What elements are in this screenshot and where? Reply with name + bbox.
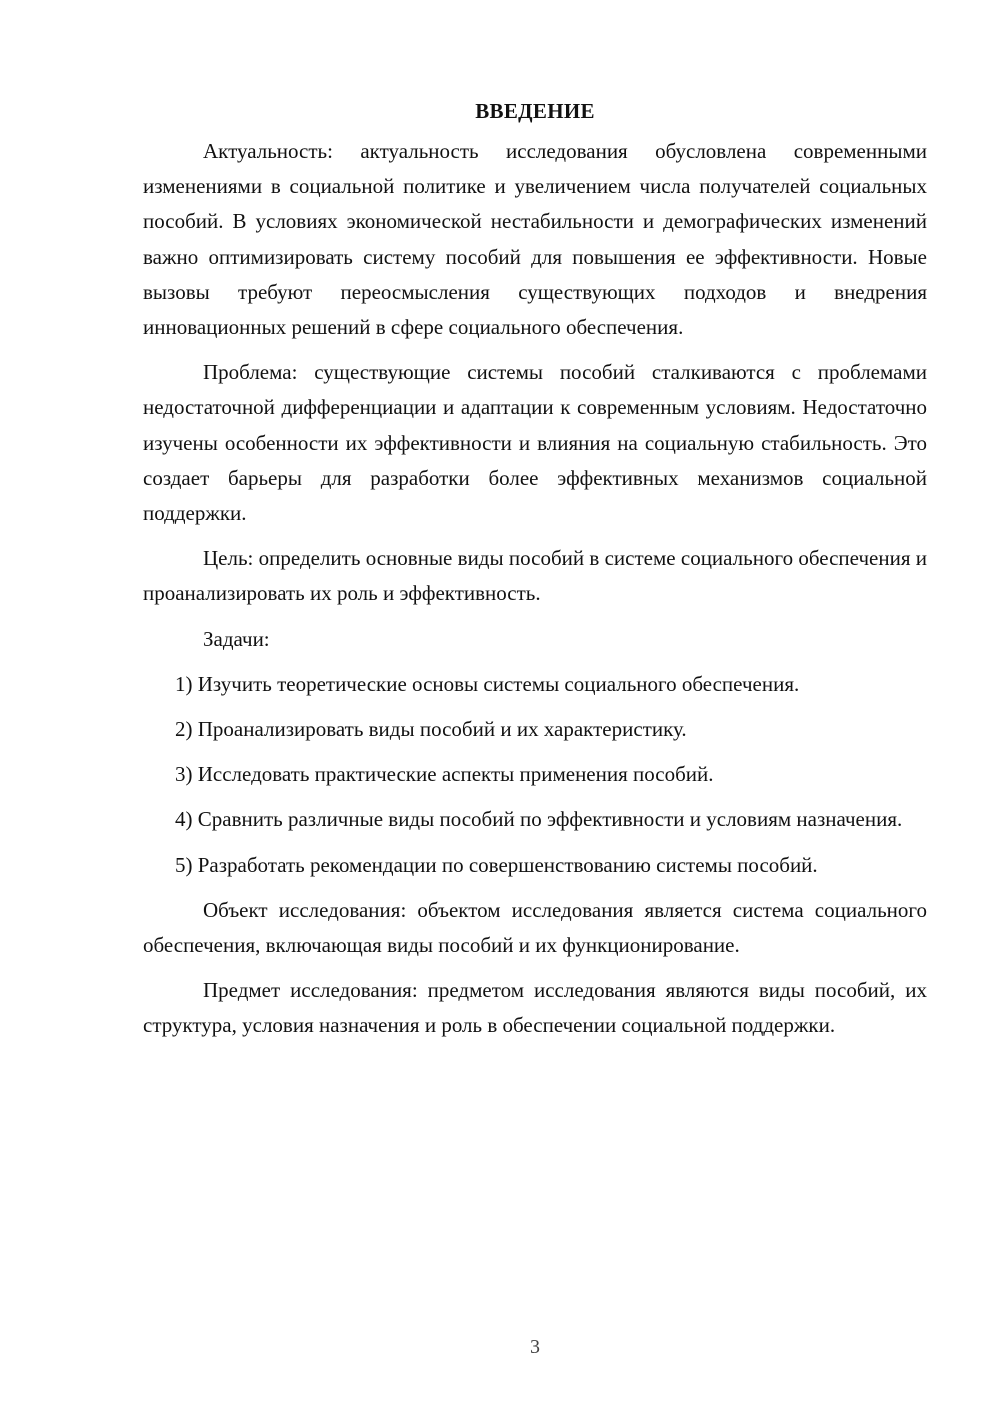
- task-list: [143, 667, 927, 883]
- task-item-3: 3) Исследовать практические аспекты применения пособий.: [175, 762, 714, 787]
- task-item-1: 1) Изучить теоретические основы системы социального обеспечения.: [175, 671, 800, 696]
- page-content: [143, 96, 927, 1054]
- object-paragraph: Объект исследования: объектом исследования является система социального обеспечения, включающая виды пособий и их функционирование.: [143, 897, 927, 958]
- page-title: ВВЕДЕНИЕ: [475, 99, 595, 123]
- task-item-4: 4) Сравнить различные виды пособий по эффективности и условиям назначения.: [175, 807, 903, 832]
- tasks-heading: Задачи:: [203, 626, 270, 651]
- task-item-5: 5) Разработать рекомендации по совершенствованию системы пособий.: [175, 852, 818, 877]
- subject-paragraph: Предмет исследования: предметом исследования являются виды пособий, их структура, условия назначения и роль в обеспечении социальной поддержки.: [143, 978, 927, 1038]
- task-item-2: 2) Проанализировать виды пособий и их характеристику.: [175, 717, 687, 742]
- relevance-paragraph: Актуальность: актуальность исследования обусловлена современными изменениями в социальной политике и увеличением числа получателей социальных пособий. В условиях экономической нестабильности и демографических изменений важно оптимизировать систему пособий для повышения ее эффективности. Новые вызовы требуют переосмысления существующих подходов и внедрения инновационных решений в сфере социального обеспечения.: [143, 139, 927, 340]
- problem-paragraph: Проблема: существующие системы пособий сталкиваются с проблемами недостаточной дифференциации и адаптации к современным условиям. Недостаточно изучены особенности их эффективности и влияния на социальную стабильность. Это создает барьеры для разработки более эффективных механизмов социальной поддержки.: [143, 360, 927, 526]
- page-number: 3: [530, 1336, 540, 1358]
- goal-paragraph: Цель: определить основные виды пособий в системе социального обеспечения и проанализировать их роль и эффективность.: [143, 546, 927, 606]
